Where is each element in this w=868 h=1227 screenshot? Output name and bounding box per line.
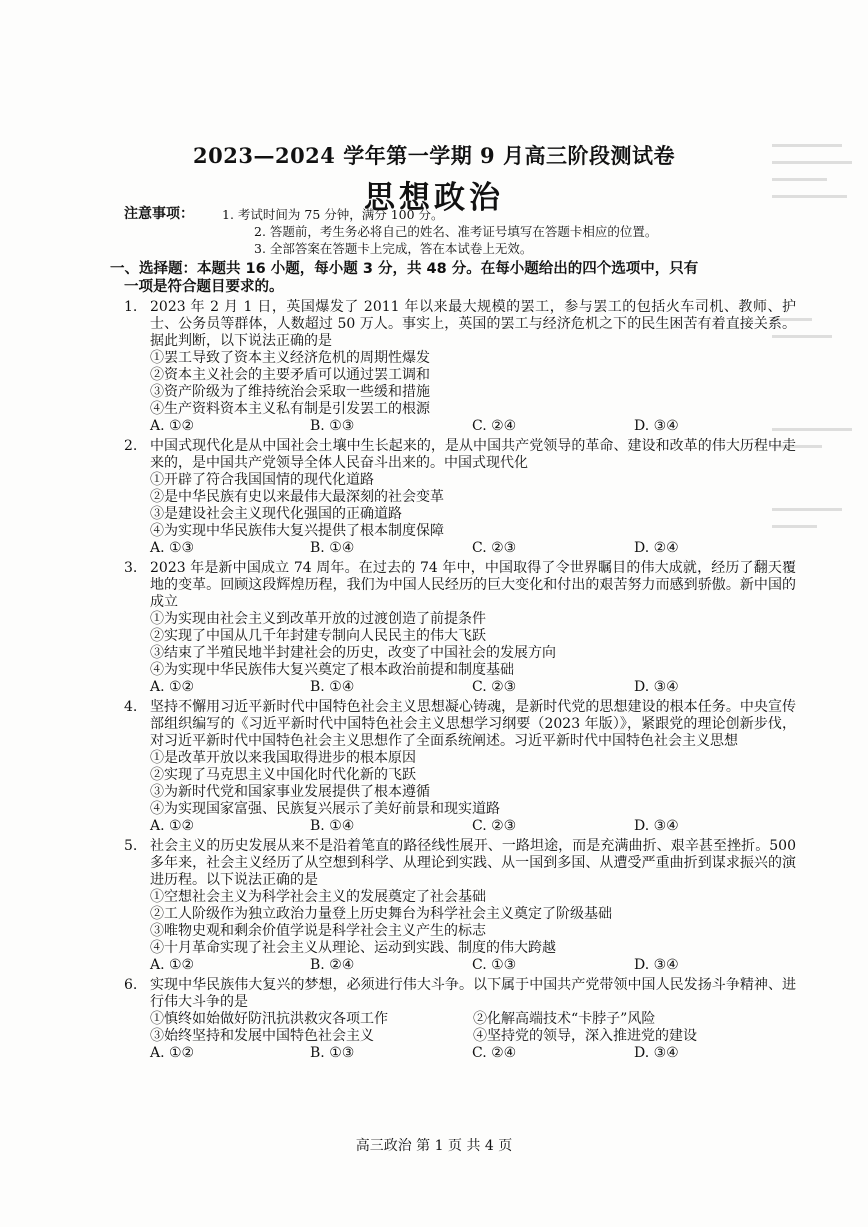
question-number: 1. <box>124 299 138 315</box>
answer-choice-a: A. ①② <box>150 957 195 973</box>
answer-choices <box>124 418 796 435</box>
page-footer: 高三政治 第 1 页 共 4 页 <box>355 1138 513 1154</box>
notice-item: 2. 答题前，考生务必将自己的姓名、准考证号填写在答题卡相应的位置。 <box>254 224 658 239</box>
statement-option: ②实现了中国从几千年封建专制向人民民主的伟大飞跃 <box>150 628 486 644</box>
statement-option: ①慎终如始做好防汛抗洪救灾各项工作 <box>150 1011 388 1027</box>
answer-choices <box>124 818 796 835</box>
section-heading-line2: 一项是符合题目要求的。 <box>124 279 284 295</box>
question-4 <box>124 699 796 835</box>
answer-choice-b: B. ①④ <box>310 540 355 556</box>
question-number: 6. <box>124 977 138 993</box>
question-number: 2. <box>124 438 138 454</box>
statement-option: ①罢工导致了资本主义经济危机的周期性爆发 <box>150 350 430 366</box>
statement-options <box>124 1011 796 1045</box>
question-3 <box>124 560 796 696</box>
statement-option: ②实现了马克思主义中国化时代化新的飞跃 <box>150 767 416 783</box>
notice-item: 1. 考试时间为 75 分钟，满分 100 分。 <box>222 207 444 222</box>
answer-choice-b: B. ①④ <box>310 679 355 695</box>
answer-choice-b: B. ②④ <box>310 957 355 973</box>
answer-choice-b: B. ①③ <box>310 418 355 434</box>
question-6 <box>124 977 796 1062</box>
answer-choice-c: C. ②③ <box>472 540 517 556</box>
statement-option: ④十月革命实现了社会主义从理论、运动到实践、制度的伟大跨越 <box>150 940 556 956</box>
answer-choice-d: D. ③④ <box>634 418 679 434</box>
answer-choice-c: C. ②④ <box>472 418 517 434</box>
statement-option: ④为实现国家富强、民族复兴展示了美好前景和现实道路 <box>150 801 500 817</box>
answer-choice-c: C. ②③ <box>472 679 517 695</box>
answer-choice-a: A. ①② <box>150 818 195 834</box>
section-heading-line1: 一、选择题：本题共 16 小题，每小题 3 分，共 48 分。在每小题给出的四个选项中，只有 <box>110 261 699 277</box>
statement-option: ③结束了半殖民地半封建社会的历史，改变了中国社会的发展方向 <box>150 645 556 661</box>
answer-choices <box>124 957 796 974</box>
notice-item: 3. 全部答案在答题卡上完成，答在本试卷上无效。 <box>254 241 533 256</box>
answer-choice-d: D. ③④ <box>634 818 679 834</box>
statement-option: ④生产资料资本主义私有制是引发罢工的根源 <box>150 401 430 417</box>
exam-content <box>110 206 796 1062</box>
answer-choice-a: A. ①② <box>150 418 195 434</box>
notice-label: 注意事项： <box>124 206 194 222</box>
statement-option: ③唯物史观和剩余价值学说是科学社会主义产生的标志 <box>150 923 486 939</box>
exam-title: 2023—2024 学年第一学期 9 月高三阶段测试卷 <box>193 143 675 168</box>
question-1 <box>124 299 796 435</box>
question-stem: 中国式现代化是从中国社会土壤中生长起来的，是从中国共产党领导的革命、建设和改革的伟大历程中走来的，是中国共产党领导全体人民奋斗出来的。中国式现代化 <box>150 438 796 471</box>
question-stem: 2023 年是新中国成立 74 周年。在过去的 74 年中，中国取得了令世界瞩目的伟大成就，经历了翻天覆地的变革。回顾这段辉煌历程，我们为中国人民经历的巨大变化和付出的艰苦努力而感到骄傲。新中国的成立 <box>150 560 796 610</box>
answer-choice-a: A. ①② <box>150 679 195 695</box>
answer-choices <box>124 540 796 557</box>
answer-choice-b: B. ①④ <box>310 818 355 834</box>
subject-title: 思想政治 <box>364 180 504 216</box>
answer-choice-a: A. ①③ <box>150 540 195 556</box>
statement-option: ②资本主义社会的主要矛盾可以通过罢工调和 <box>150 367 430 383</box>
question-stem: 坚持不懈用习近平新时代中国特色社会主义思想凝心铸魂，是新时代党的思想建设的根本任务。中央宣传部组织编写的《习近平新时代中国特色社会主义思想学习纲要（2023 年版）》，紧跟党的理论创新步伐，对习近平新时代中国特色社会主义思想作了全面系统阐述。习近平新时代中国特色社会主义思想 <box>150 699 796 749</box>
statement-option: ①空想社会主义为科学社会主义的发展奠定了社会基础 <box>150 889 486 905</box>
answer-choice-d: D. ③④ <box>634 679 679 695</box>
statement-option: ①为实现由社会主义到改革开放的过渡创造了前提条件 <box>150 611 486 627</box>
question-2 <box>124 438 796 557</box>
question-number: 4. <box>124 699 138 715</box>
answer-choice-c: C. ②③ <box>472 818 517 834</box>
statement-option: ②化解高端技术“卡脖子”风险 <box>473 1011 656 1027</box>
statement-option: ①开辟了符合我国国情的现代化道路 <box>150 472 374 488</box>
statement-option: ②是中华民族有史以来最伟大最深刻的社会变革 <box>150 489 444 505</box>
question-5 <box>124 838 796 974</box>
statement-option: ③为新时代党和国家事业发展提供了根本遵循 <box>150 784 430 800</box>
answer-choice-d: D. ②④ <box>634 540 679 556</box>
question-number: 5. <box>124 838 138 854</box>
statement-option: ①是改革开放以来我国取得进步的根本原因 <box>150 750 416 766</box>
question-stem: 实现中华民族伟大复兴的梦想，必须进行伟大斗争。以下属于中国共产党带领中国人民发扬斗争精神、进行伟大斗争的是 <box>150 977 796 1010</box>
answer-choice-d: D. ③④ <box>634 1045 679 1061</box>
answer-choice-a: A. ①② <box>150 1045 195 1061</box>
statement-option: ③始终坚持和发展中国特色社会主义 <box>150 1028 374 1044</box>
notice-block <box>124 206 796 257</box>
answer-choices <box>124 1045 796 1062</box>
statement-option: ④为实现中华民族伟大复兴奠定了根本政治前提和制度基础 <box>150 662 514 678</box>
statement-option: ④为实现中华民族伟大复兴提供了根本制度保障 <box>150 523 444 539</box>
section-heading <box>110 260 796 296</box>
statement-option: ③是建设社会主义现代化强国的正确道路 <box>150 506 402 522</box>
question-stem: 社会主义的历史发展从来不是沿着笔直的路径线性展开、一路坦途，而是充满曲折、艰辛甚至挫折。500 多年来，社会主义经历了从空想到科学、从理论到实践、从一国到多国、从遭受严重曲折到谋求振兴的演进历程。以下说法正确的是 <box>150 838 796 888</box>
answer-choice-b: B. ①③ <box>310 1045 355 1061</box>
statement-option: ③资产阶级为了维持统治会采取一些缓和措施 <box>150 384 430 400</box>
answer-choice-d: D. ③④ <box>634 957 679 973</box>
notice-items <box>220 206 796 257</box>
answer-choice-c: C. ①③ <box>472 957 517 973</box>
answer-choice-c: C. ②④ <box>472 1045 517 1061</box>
answer-choices <box>124 679 796 696</box>
statement-option: ②工人阶级作为独立政治力量登上历史舞台为科学社会主义奠定了阶级基础 <box>150 906 612 922</box>
question-stem: 2023 年 2 月 1 日，英国爆发了 2011 年以来最大规模的罢工，参与罢工的包括火车司机、教师、护士、公务员等群体，人数超过 50 万人。事实上，英国的罢工与经济危机之下的民生困苦有着直接关系。据此判断，以下说法正确的是 <box>150 299 796 349</box>
statement-option: ④坚持党的领导，深入推进党的建设 <box>473 1028 697 1044</box>
question-number: 3. <box>124 560 138 576</box>
